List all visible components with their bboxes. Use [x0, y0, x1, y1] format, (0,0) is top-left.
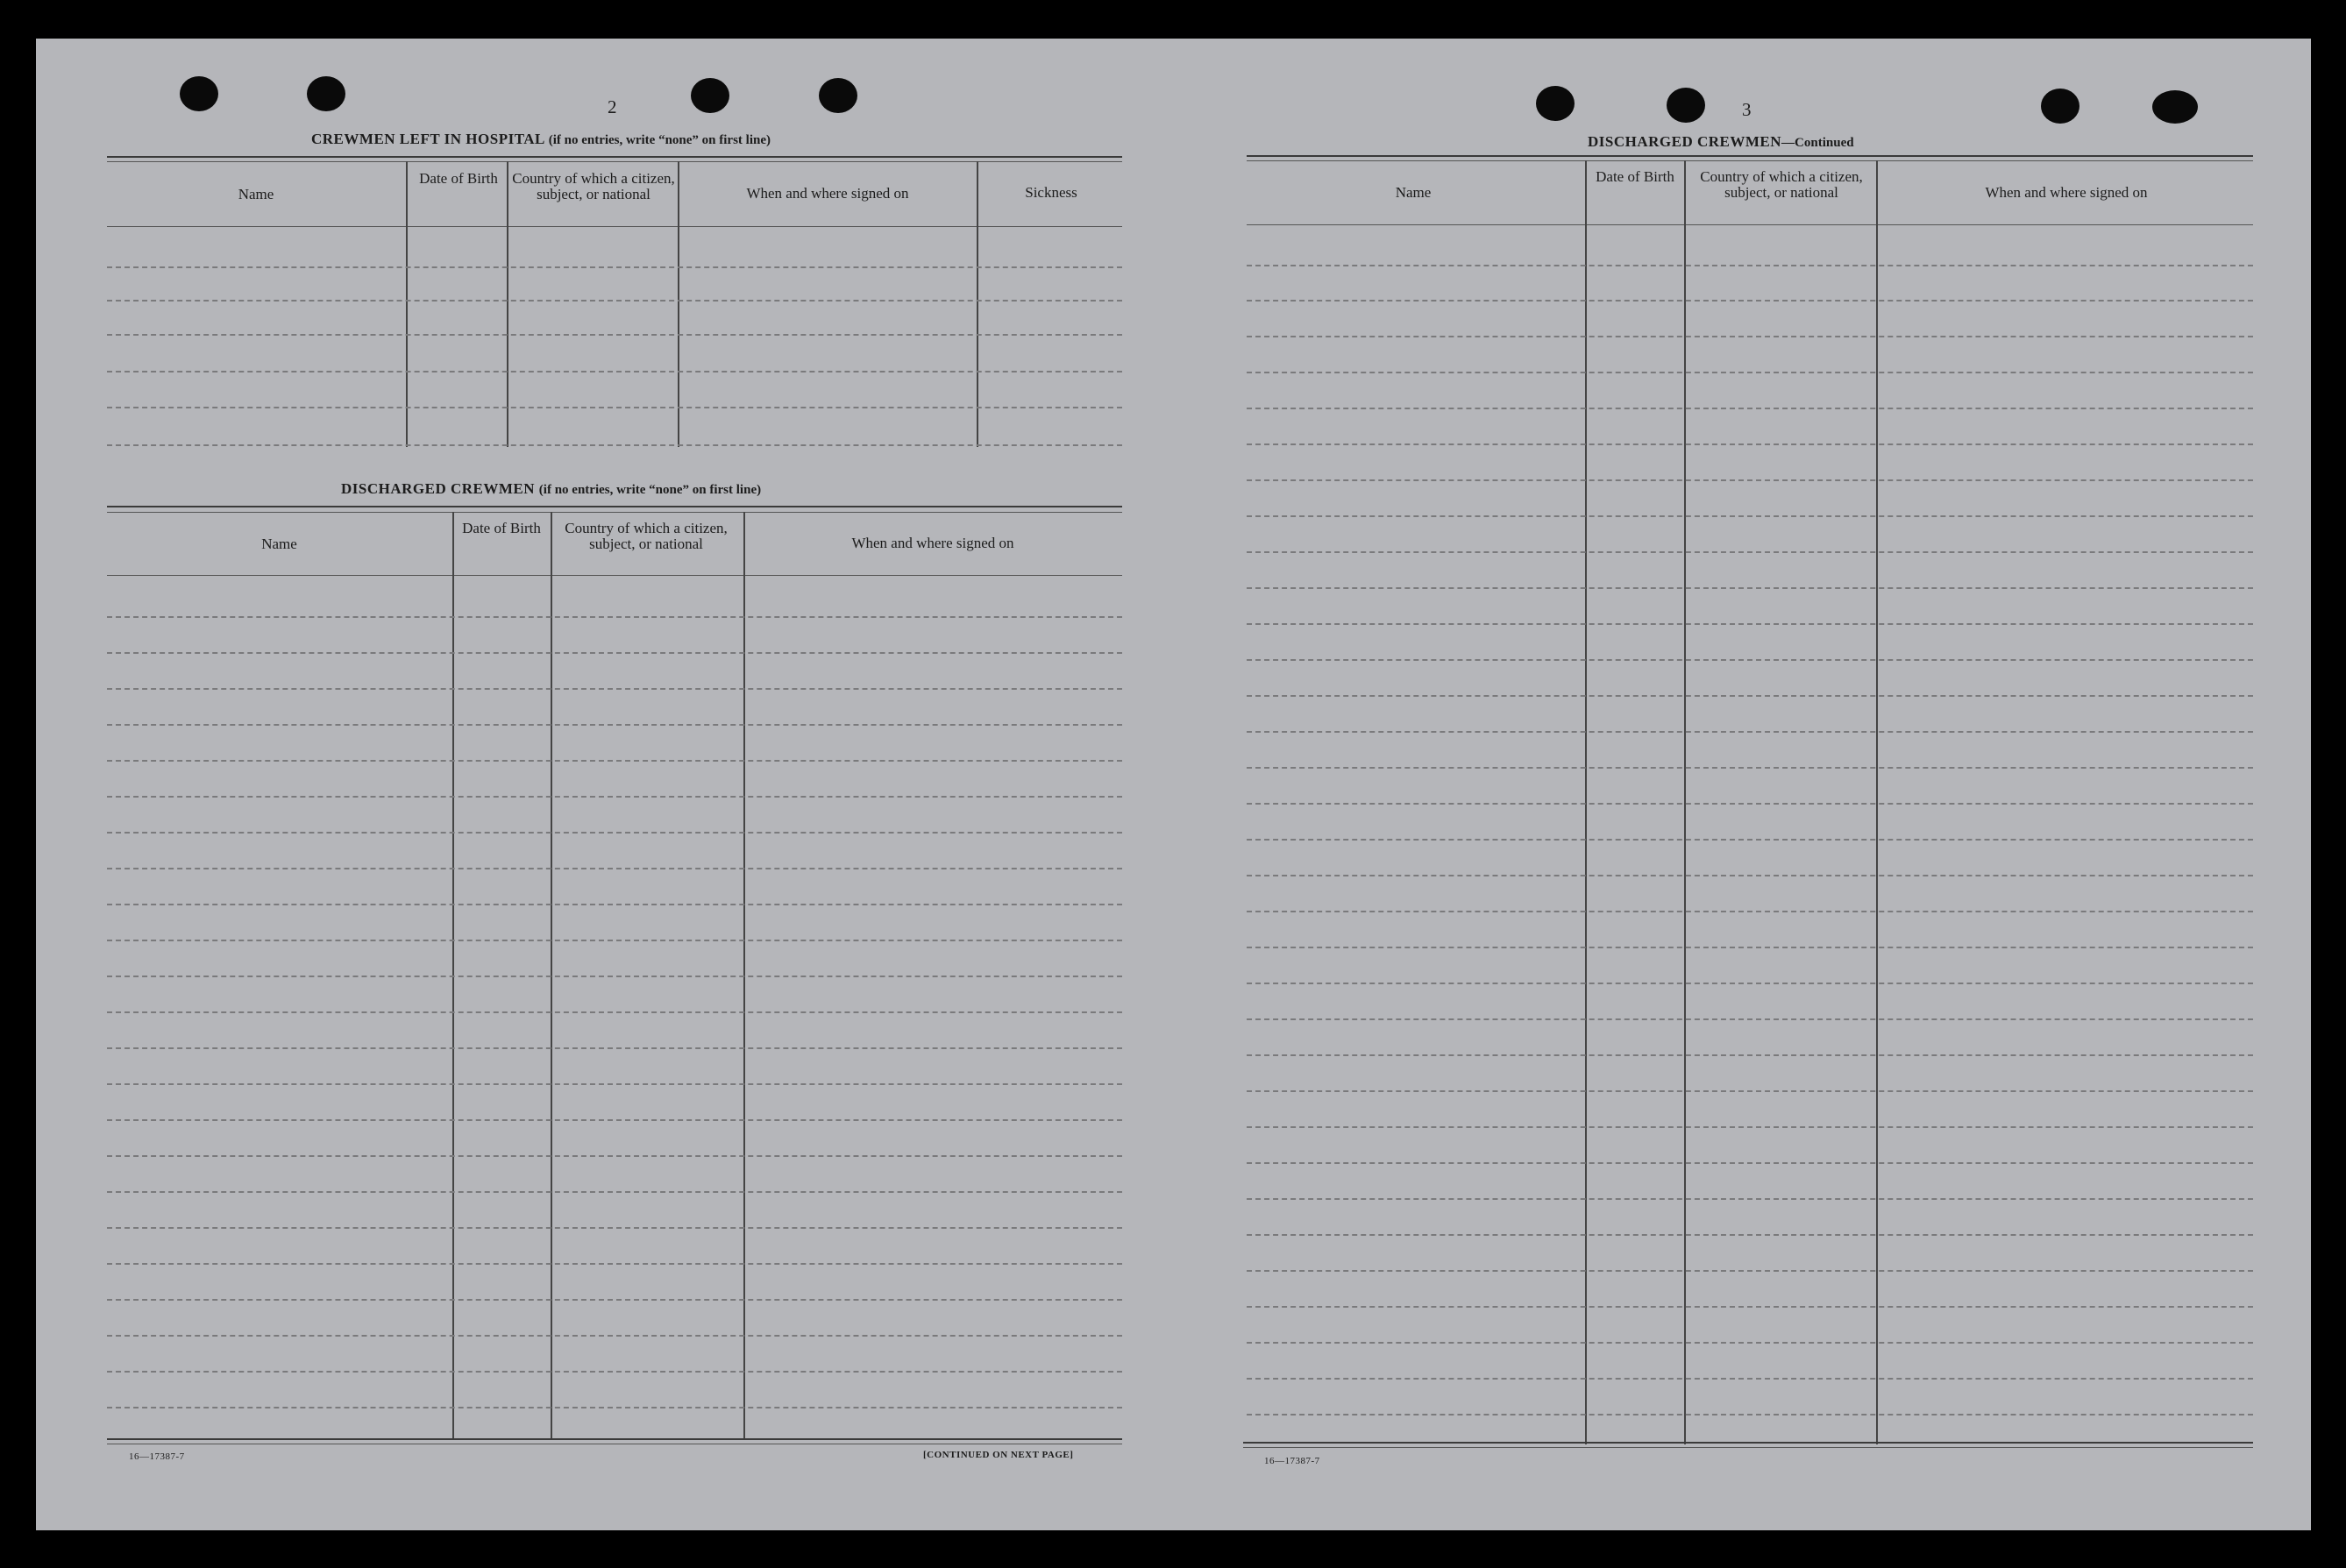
entry-line [1247, 947, 2253, 948]
hospital-title-text: CREWMEN LEFT IN HOSPITAL [311, 131, 544, 147]
entry-line [107, 796, 1122, 798]
punch-hole [307, 76, 345, 111]
entry-line [107, 616, 1122, 618]
entry-line [107, 940, 1122, 941]
entry-line [107, 1155, 1122, 1157]
entry-line [107, 334, 1122, 336]
entry-line [1247, 479, 2253, 481]
column-header-sickness: Sickness [1025, 184, 1077, 201]
entry-line [107, 904, 1122, 905]
column-header-dob: Date of Birth [419, 170, 498, 187]
entry-line [107, 300, 1122, 302]
entry-line [107, 868, 1122, 869]
entry-line [1247, 731, 2253, 733]
entry-line [107, 1047, 1122, 1049]
entry-line [107, 652, 1122, 654]
entry-line [1247, 659, 2253, 661]
column-divider [977, 161, 978, 447]
column-header-name: Name [238, 186, 274, 202]
entry-line [1247, 1018, 2253, 1020]
entry-line [1247, 1162, 2253, 1164]
entry-line [1247, 623, 2253, 625]
entry-line [107, 1407, 1122, 1408]
entry-line [1247, 515, 2253, 517]
entry-line [1247, 1234, 2253, 1236]
header-rule [107, 226, 1122, 227]
entry-line [107, 1335, 1122, 1337]
entry-line [1247, 336, 2253, 337]
entry-line [1247, 300, 2253, 302]
column-header-name: Name [1395, 184, 1432, 201]
bottom-rule [1243, 1447, 2253, 1448]
entry-line [1247, 1054, 2253, 1056]
entry-line [1247, 1270, 2253, 1272]
entry-line [1247, 1342, 2253, 1344]
column-divider [507, 161, 508, 447]
header-rule [1247, 224, 2253, 225]
discharged-continued-title [1588, 133, 1854, 151]
discharged-title-text: DISCHARGED CREWMEN [341, 480, 536, 497]
top-rule [107, 512, 1122, 513]
punch-hole [1667, 88, 1705, 123]
form-number-left: 16—17387-7 [129, 1451, 185, 1462]
discharged-continued-title-text: DISCHARGED CREWMEN [1588, 133, 1782, 150]
column-header-name: Name [261, 536, 297, 552]
column-divider [678, 161, 679, 447]
bottom-rule [1243, 1442, 2253, 1444]
column-header-dob: Date of Birth [462, 520, 541, 536]
top-rule [107, 156, 1122, 158]
top-rule [107, 161, 1122, 162]
entry-line [107, 1191, 1122, 1193]
top-rule [107, 506, 1122, 507]
entry-line [107, 1299, 1122, 1301]
entry-line [107, 371, 1122, 372]
column-header-country: Country of which a citizen, subject, or national [512, 170, 675, 202]
entry-line [107, 266, 1122, 268]
entry-line [1247, 875, 2253, 876]
punch-hole [180, 76, 218, 111]
entry-line [107, 832, 1122, 834]
entry-line [107, 688, 1122, 690]
entry-line [107, 760, 1122, 762]
entry-line [1247, 443, 2253, 445]
header-rule [107, 575, 1122, 576]
entry-line [107, 407, 1122, 408]
column-header-dob: Date of Birth [1596, 168, 1674, 185]
entry-line [107, 724, 1122, 726]
entry-line [107, 1371, 1122, 1373]
entry-line [1247, 587, 2253, 589]
punch-hole [2152, 90, 2198, 124]
entry-line [1247, 372, 2253, 373]
page-number-left: 2 [608, 96, 617, 117]
entry-line [107, 976, 1122, 977]
punch-hole [2041, 89, 2079, 124]
entry-line [1247, 265, 2253, 266]
hospital-section-title [311, 131, 771, 148]
entry-line [107, 1227, 1122, 1229]
entry-line [1247, 767, 2253, 769]
punch-hole [819, 78, 857, 113]
entry-line [107, 1011, 1122, 1013]
entry-line [1247, 983, 2253, 984]
entry-line [1247, 911, 2253, 912]
entry-line [1247, 408, 2253, 409]
column-header-country: Country of which a citizen, subject, or national [1700, 168, 1863, 201]
entry-line [1247, 1306, 2253, 1308]
entry-line [1247, 839, 2253, 841]
column-header-country: Country of which a citizen, subject, or national [565, 520, 728, 552]
discharged-title-note: (if no entries, write “none” on first line) [538, 483, 762, 497]
discharged-continued-suffix: —Continued [1781, 136, 1854, 150]
punch-hole [1536, 86, 1575, 121]
column-header-signed-on: When and where signed on [851, 535, 1014, 551]
column-header-signed-on: When and where signed on [746, 185, 909, 202]
entry-line [1247, 695, 2253, 697]
punch-hole [691, 78, 729, 113]
page-number-right: 3 [1742, 99, 1752, 120]
entry-line [1247, 1198, 2253, 1200]
column-header-signed-on: When and where signed on [1985, 184, 2148, 201]
discharged-section-title [341, 480, 761, 498]
continued-note: [CONTINUED ON NEXT PAGE] [923, 1450, 1074, 1460]
entry-line [1247, 551, 2253, 553]
entry-line [1247, 1414, 2253, 1415]
top-rule [1247, 155, 2253, 157]
entry-line [1247, 1090, 2253, 1092]
entry-line [107, 444, 1122, 446]
entry-line [1247, 1378, 2253, 1380]
entry-line [1247, 803, 2253, 805]
entry-line [107, 1083, 1122, 1085]
entry-line [107, 1119, 1122, 1121]
hospital-title-note: (if no entries, write “none” on first line) [548, 133, 771, 147]
entry-line [1247, 1126, 2253, 1128]
form-number-right: 16—17387-7 [1264, 1456, 1320, 1466]
bottom-rule [107, 1438, 1122, 1440]
top-rule [1247, 160, 2253, 161]
entry-line [107, 1263, 1122, 1265]
column-divider [406, 161, 408, 447]
